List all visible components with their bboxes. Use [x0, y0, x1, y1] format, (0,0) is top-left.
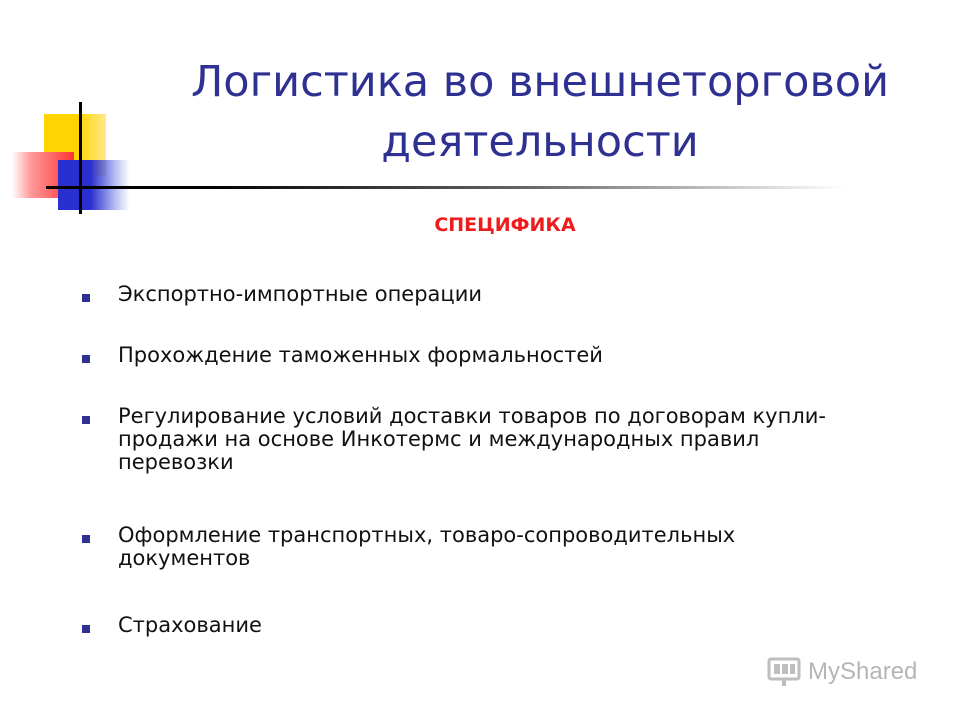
decor-horizontal-line — [46, 186, 846, 189]
list-item-text-line-2: продажи на основе Инкотермс и международных правил — [118, 427, 760, 451]
bullet-icon — [82, 625, 90, 633]
watermark — [766, 652, 917, 692]
decor-blue-square — [58, 160, 130, 210]
bullet-icon — [82, 535, 90, 543]
bullet-icon — [82, 416, 90, 424]
presentation-icon — [766, 656, 802, 688]
slide-subtitle: СПЕЦИФИКА — [434, 214, 576, 236]
watermark-text: MyShared — [808, 658, 918, 685]
title-line-1: Логистика во внешнеторговой — [190, 57, 890, 107]
bullet-icon — [82, 355, 90, 363]
list-item-text-line-1: Регулирование условий доставки товаров по договорам купли- — [118, 404, 826, 428]
list-item-text: Страхование — [118, 613, 262, 637]
list-item-text: Прохождение таможенных формальностей — [118, 343, 603, 367]
bullet-icon — [82, 294, 90, 302]
list-item-text-line-1: Оформление транспортных, товаро-сопроводительных — [118, 523, 736, 547]
decor-vertical-line — [79, 102, 82, 214]
title-line-2: деятельности — [381, 117, 699, 167]
slide-title — [150, 52, 930, 172]
list-item-text: Экспортно-импортные операции — [118, 282, 483, 306]
list-item-text-line-3: перевозки — [118, 450, 234, 474]
list-item-text-line-2: документов — [118, 546, 251, 570]
